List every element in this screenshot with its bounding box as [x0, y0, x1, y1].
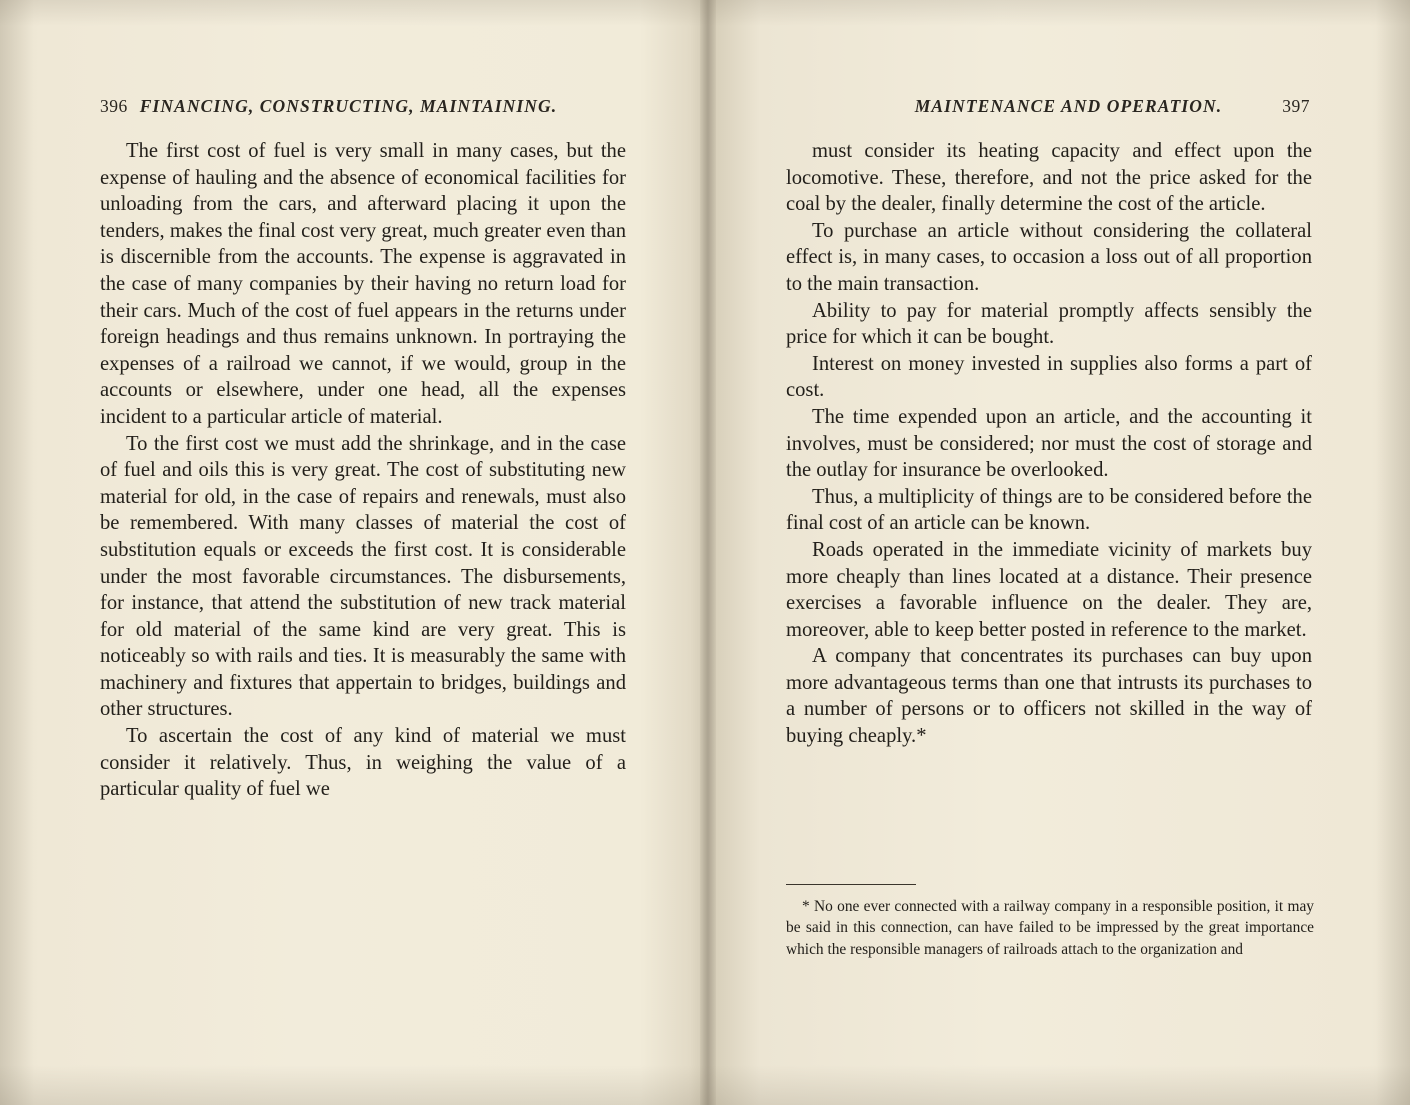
footnote-text	[786, 896, 1314, 960]
footnote-body: No one ever connected with a railway company in a responsible position, it may be said in this connection, can have failed to be impressed by the great importance which the responsible managers of railroads attach to the organization and	[786, 898, 1314, 958]
paragraph: To purchase an article without considering the collateral effect is, in many cases, to occasion a loss out of all proportion to the main transaction.	[786, 219, 1312, 295]
paragraph: Ability to pay for material promptly affects sensibly the price for which it can be bought.	[786, 299, 1312, 349]
paragraph: Thus, a multiplicity of things are to be considered before the final cost of an article can be known.	[786, 485, 1312, 535]
footnote-marker: *	[802, 898, 810, 915]
paragraph: A company that concentrates its purchases can buy upon more advantageous terms than one that intrusts its purchases to a number of persons or to officers not skilled in the way of buying cheaply.*	[786, 645, 1312, 748]
running-header-left	[100, 96, 557, 117]
page-right	[706, 0, 1410, 1105]
paragraph: To ascertain the cost of any kind of material we must consider it relatively. Thus, in weighing the value of a particular quality of fuel we	[100, 725, 626, 801]
page-edge-shadow	[1376, 0, 1410, 1105]
page-number-right: 397	[1282, 96, 1310, 116]
paragraph: must consider its heating capacity and effect upon the locomotive. These, therefore, and not the price asked for the coal by the dealer, finally determine the cost of the article.	[786, 140, 1312, 216]
footnote-block	[786, 896, 1314, 960]
book-gutter	[700, 0, 716, 1105]
footnote-separator-rule	[786, 884, 916, 885]
paragraph: The time expended upon an article, and the accounting it involves, must be considered; nor must the cost of storage and the outlay for insurance be overlooked.	[786, 405, 1312, 482]
body-text-left	[100, 138, 626, 803]
paragraph: Interest on money invested in supplies also forms a part of cost.	[786, 352, 1312, 402]
running-head-right: MAINTENANCE AND OPERATION.	[914, 96, 1223, 116]
page-number-left: 396	[100, 96, 128, 116]
page-edge-shadow	[0, 0, 34, 1105]
running-header-right	[915, 96, 1310, 117]
paragraph: Roads operated in the immediate vicinity of markets buy more cheaply than lines located at a distance. Their presence exercises a favorable influence on the dealer. They are, moreover, able to keep better posted in reference to the market.	[786, 538, 1312, 641]
body-text-right	[786, 138, 1312, 750]
paragraph: To the first cost we must add the shrinkage, and in the case of fuel and oils this is very great. The cost of substituting new material for old, in the case of repairs and renewals, must also be remembered. With many classes of material the cost of substitution equals or exceeds the first cost. It is considerable under the most favorable circumstances. The disbursements, for instance, that attend the substitution of new track material for old material of the same kind are very great. This is noticeably so with rails and ties. It is measurably the same with machinery and fixtures that appertain to bridges, buildings and other structures.	[100, 432, 626, 721]
running-head-left: FINANCING, CONSTRUCTING, MAINTAINING.	[139, 96, 558, 116]
paragraph: The first cost of fuel is very small in many cases, but the expense of hauling and the absence of economical facilities for unloading from the cars, and afterward placing it upon the tenders, makes the final cost very great, much greater even than is discernible from the accounts. The expense is aggravated in the case of many companies by their having no return load for their cars. Much of the cost of fuel appears in the returns under foreign headings and thus remains unknown. In portraying the expenses of a railroad we cannot, if we would, group in the accounts or elsewhere, under one head, all the expenses incident to a particular article of material.	[100, 140, 626, 428]
